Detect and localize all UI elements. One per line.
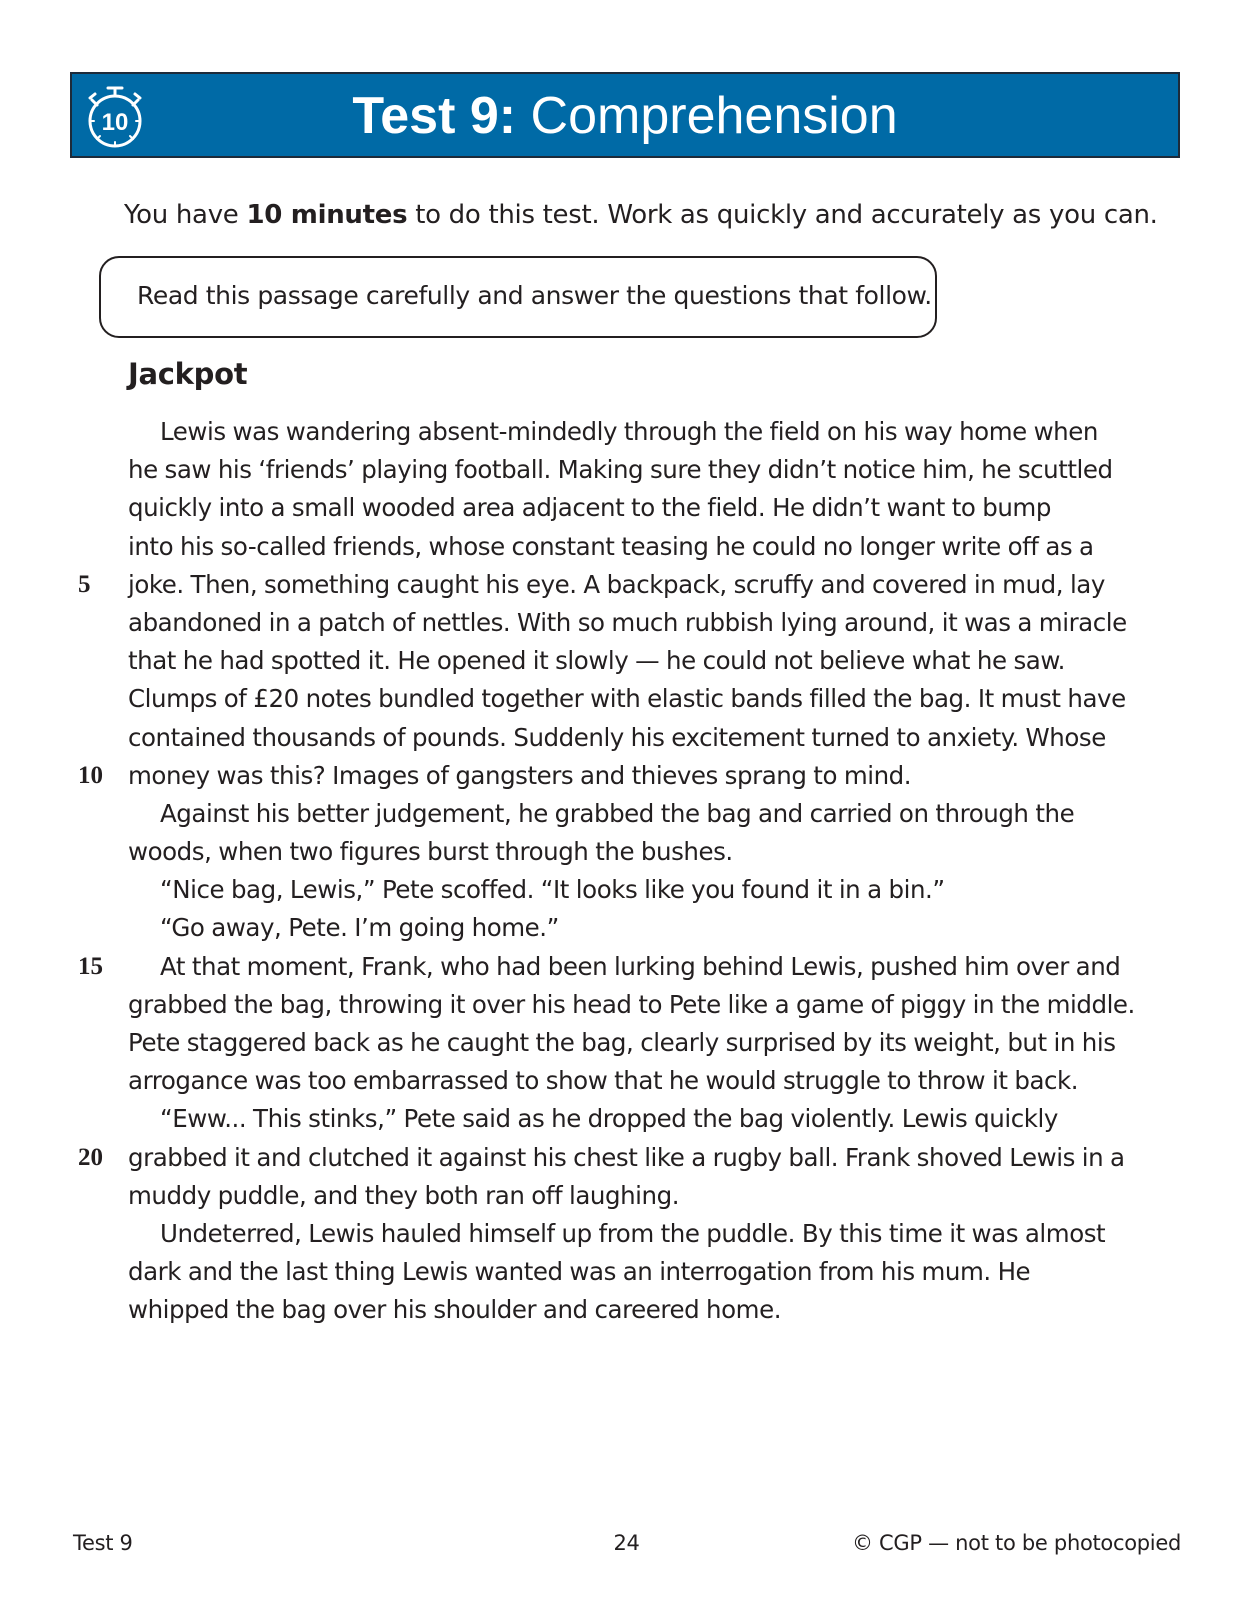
passage-line: Undeterred, Lewis hauled himself up from the puddle. By this time it was almost [160,1218,1106,1248]
passage-line: into his so-called friends, whose constant teasing he could no longer write off as a [128,531,1094,561]
passage-line: “Eww... This stinks,” Pete said as he dropped the bag violently. Lewis quickly [160,1104,1058,1134]
title-banner [70,72,1180,158]
passage-line: muddy puddle, and they both ran off laughing. [128,1180,680,1210]
passage-line: whipped the bag over his shoulder and careered home. [128,1295,782,1325]
page-title [72,88,1178,144]
passage-line: he saw his ‘friends’ playing football. Making sure they didn’t notice him, he scuttled [128,455,1113,485]
intro-text [124,198,1158,232]
passage-title: Jackpot [128,357,248,391]
passage-line: arrogance was too embarrassed to show that he would struggle to throw it back. [128,1066,1079,1096]
intro-after: to do this test. Work as quickly and accurately as you can. [407,200,1158,230]
passage-line: dark and the last thing Lewis wanted was an interrogation from his mum. He [128,1257,1031,1287]
passage-line: grabbed the bag, throwing it over his head to Pete like a game of piggy in the middle. [128,989,1135,1019]
instruction-box [99,256,937,338]
copyright-notice: © CGP — not to be photocopied [851,1531,1181,1555]
passage-line: quickly into a small wooded area adjacent to the field. He didn’t want to bump [128,493,1051,523]
line-number: 10 [78,761,103,789]
passage-body [128,413,1158,1330]
passage-line: At that moment, Frank, who had been lurking behind Lewis, pushed him over and [160,951,1121,981]
passage-line: “Nice bag, Lewis,” Pete scoffed. “It looks like you found it in a bin.” [160,875,945,905]
title-rest: Comprehension [530,87,898,145]
passage-line: that he had spotted it. He opened it slowly — he could not believe what he saw. [128,646,1066,676]
passage-line: Lewis was wandering absent-mindedly through the field on his way home when [160,417,1098,446]
passage-line: Against his better judgement, he grabbed the bag and carried on through the [160,798,1075,828]
timer-label: 10 [101,109,129,136]
passage-line: woods, when two figures burst through the bushes. [128,837,733,867]
passage-line: abandoned in a patch of nettles. With so much rubbish lying around, it was a miracle [128,607,1127,637]
passage-line: grabbed it and clutched it against his chest like a rugby ball. Frank shoved Lewis in a [128,1142,1125,1172]
line-number: 5 [78,570,91,598]
passage-line: Pete staggered back as he caught the bag, clearly surprised by its weight, but in his [128,1028,1116,1057]
passage-line: money was this? Images of gangsters and thieves sprang to mind. [128,760,912,790]
line-number: 15 [78,952,103,980]
intro-bold: 10 minutes [246,200,408,230]
line-number: 20 [78,1143,103,1171]
passage-line: contained thousands of pounds. Suddenly his excitement turned to anxiety. Whose [128,722,1106,752]
passage-line: “Go away, Pete. I’m going home.” [160,913,559,943]
passage-line: joke. Then, something caught his eye. A backpack, scruffy and covered in mud, lay [128,569,1105,599]
page-number: 24 [613,1531,640,1555]
instruction-text: Read this passage carefully and answer the questions that follow. [137,281,932,310]
footer-test-label: Test 9 [73,1531,133,1555]
passage-line: Clumps of £20 notes bundled together with elastic bands filled the bag. It must have [128,684,1126,714]
intro-before: You have [124,200,247,230]
title-bold: Test 9: [352,87,517,145]
